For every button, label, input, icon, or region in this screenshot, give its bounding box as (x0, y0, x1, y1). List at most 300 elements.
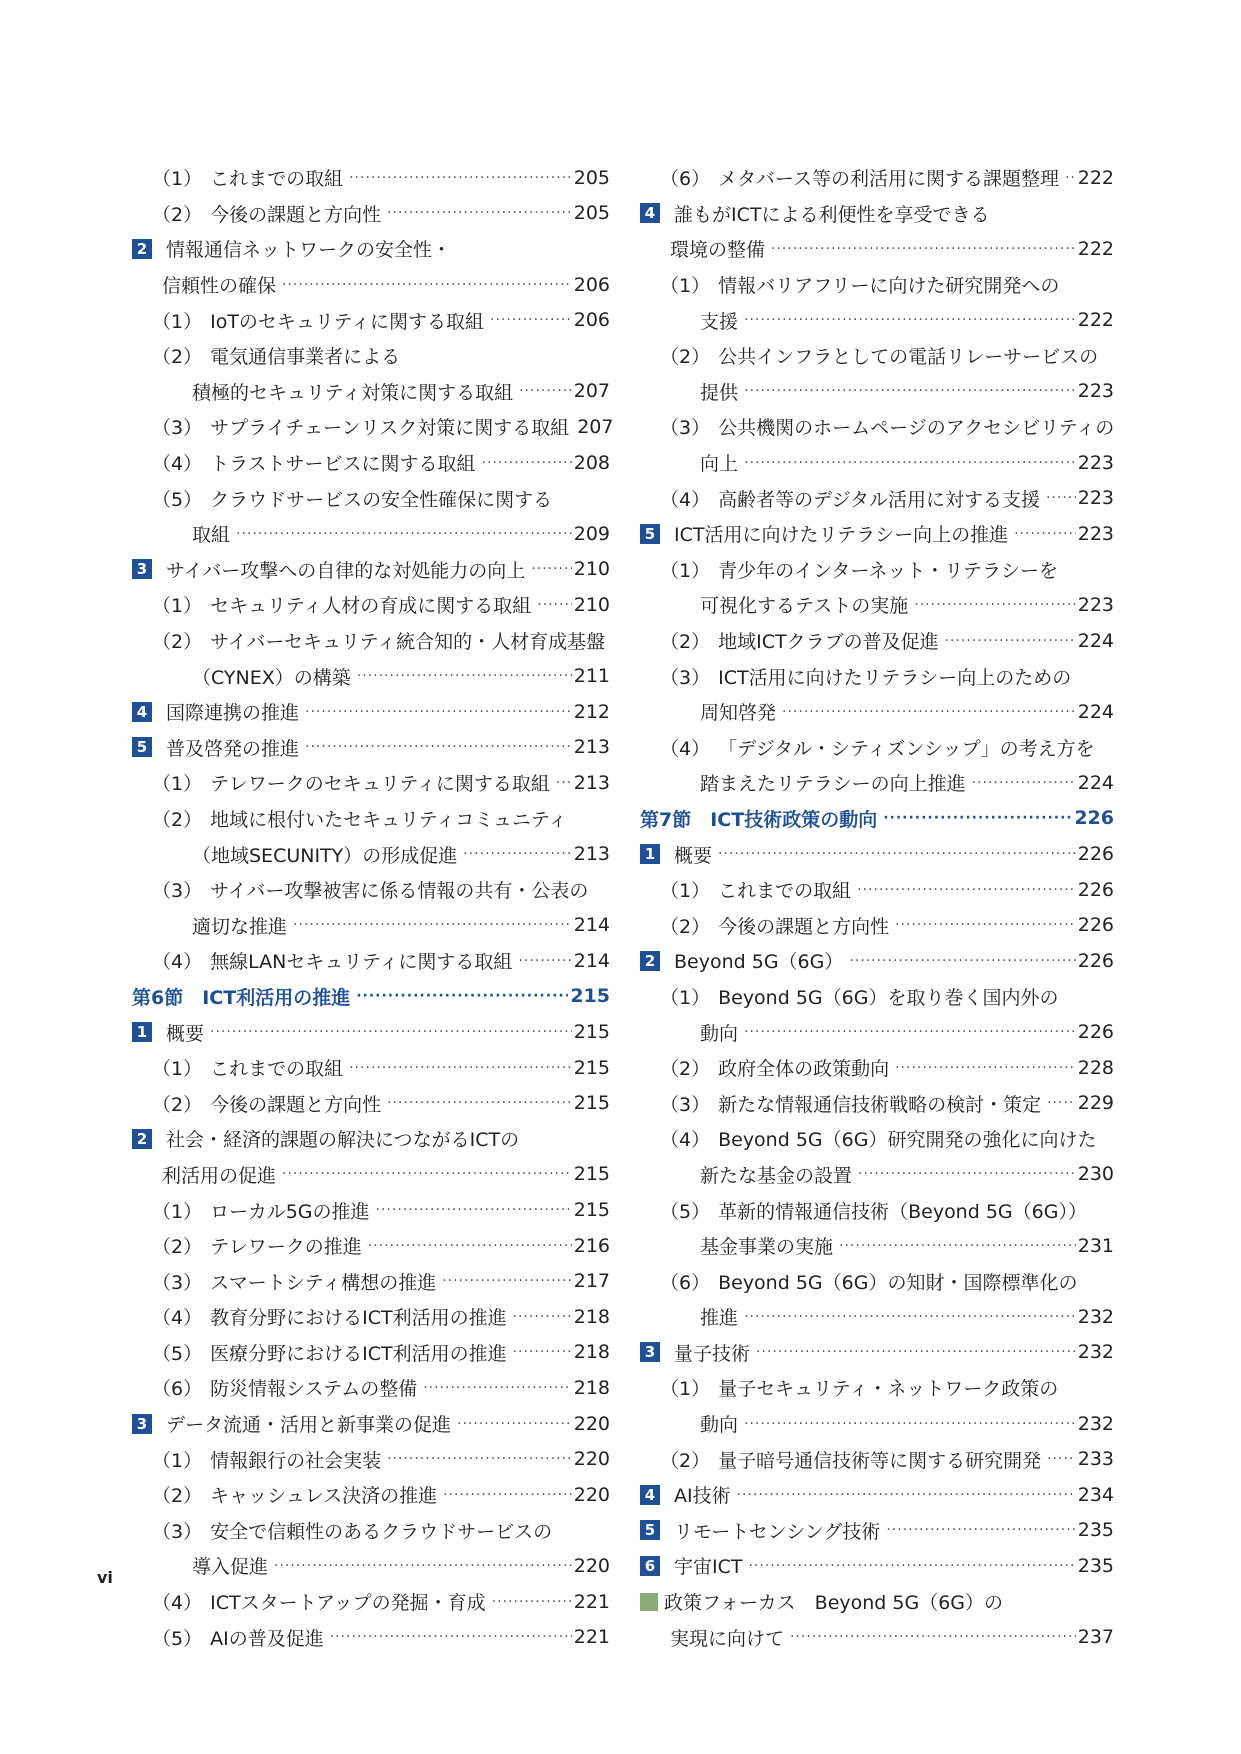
toc-entry-title: IoTのセキュリティに関する取組 (210, 310, 485, 333)
toc-entry[interactable] (132, 694, 610, 730)
dot-leader (349, 1060, 572, 1076)
dot-leader (790, 1629, 1076, 1645)
toc-entry[interactable] (132, 409, 614, 445)
toc-entry-number: （2） (152, 808, 203, 831)
toc-number-badge: 5 (132, 737, 152, 757)
toc-entry[interactable] (132, 1121, 610, 1157)
toc-entry[interactable] (132, 1263, 610, 1299)
toc-entry[interactable] (132, 801, 610, 837)
dot-leader (849, 953, 1075, 969)
toc-entry[interactable] (640, 836, 1114, 872)
dot-leader (442, 1273, 572, 1289)
toc-entry-title: 新たな基金の設置 (700, 1164, 853, 1187)
toc-entry[interactable] (132, 872, 610, 908)
dot-leader (513, 1309, 572, 1325)
toc-page-number: 220 (573, 1483, 610, 1506)
toc-page-number: 220 (573, 1448, 610, 1471)
dot-leader (1014, 526, 1076, 542)
dot-leader (1047, 1451, 1076, 1467)
toc-entry[interactable] (132, 374, 610, 410)
toc-page-number: 214 (573, 914, 610, 937)
toc-entry[interactable] (640, 1477, 1114, 1513)
toc-entry[interactable] (640, 409, 1114, 445)
toc-entry[interactable] (640, 1619, 1114, 1655)
toc-page-number: 215 (573, 1199, 610, 1222)
toc-entry-title: サイバー攻撃への自律的な対処能力の向上 (166, 559, 526, 582)
dot-leader (1046, 490, 1076, 506)
toc-entry-title: 高齢者等のデジタル活用に対する支援 (718, 488, 1040, 511)
toc-entry[interactable] (640, 587, 1114, 623)
toc-entry[interactable] (640, 1441, 1114, 1477)
dot-leader (858, 1166, 1076, 1182)
toc-page-number: 231 (1077, 1234, 1114, 1257)
toc-entry[interactable] (132, 623, 610, 659)
toc-entry-title: （CYNEX）の構築 (192, 666, 351, 689)
toc-entry-title: 動向 (700, 1022, 739, 1045)
toc-entry-number: （2） (152, 1236, 203, 1259)
toc-entry[interactable] (640, 658, 1114, 694)
toc-entry[interactable] (132, 196, 610, 232)
toc-entry-title: テレワークのセキュリティに関する取組 (210, 773, 550, 796)
toc-entry[interactable] (132, 1441, 610, 1477)
dot-leader (744, 455, 1076, 471)
toc-entry-title: 利活用の促進 (162, 1164, 277, 1187)
toc-entry-title: 概要 (166, 1022, 205, 1045)
toc-entry-number: （4） (660, 737, 711, 760)
toc-entry[interactable] (132, 1335, 610, 1371)
toc-entry[interactable] (640, 1085, 1114, 1121)
dot-leader (518, 953, 571, 969)
toc-entry[interactable] (640, 1121, 1114, 1157)
toc-entry[interactable] (640, 267, 1114, 303)
toc-entry-number: （2） (152, 203, 203, 226)
toc-page-number: 220 (573, 1554, 610, 1577)
toc-entry[interactable] (132, 480, 610, 516)
toc-number-badge: 4 (640, 1485, 660, 1505)
toc-entry-title: サプライチェーンリスク対策に関する取組 (210, 417, 570, 440)
toc-entry-title: 今後の課題と方向性 (718, 915, 890, 938)
toc-entry-title: 基金事業の実施 (700, 1236, 834, 1259)
toc-number-badge: 5 (640, 524, 660, 544)
toc-entry-title: ローカル5Gの推進 (210, 1200, 370, 1223)
toc-page-number: 220 (573, 1412, 610, 1435)
toc-entry-number: （1） (660, 1378, 711, 1401)
toc-entry-title: 国際連携の推進 (166, 702, 300, 725)
toc-number-badge: 3 (640, 1342, 660, 1362)
toc-entry-title: これまでの取組 (210, 1058, 344, 1081)
toc-entry[interactable] (640, 196, 1114, 232)
toc-entry[interactable] (640, 907, 1114, 943)
toc-page-number: 223 (1077, 451, 1114, 474)
toc-entry-number: （1） (152, 773, 203, 796)
toc-entry-title: 可視化するテストの実施 (700, 595, 909, 618)
toc-entry[interactable] (640, 623, 1114, 659)
toc-entry-number: （1） (660, 275, 711, 298)
toc-page-number: 226 (1077, 914, 1114, 937)
toc-page-number: 226 (1077, 878, 1114, 901)
toc-page-number: 210 (573, 593, 610, 616)
toc-page-number: 213 (573, 736, 610, 759)
dot-leader (356, 988, 568, 1004)
toc-page-number: 224 (1077, 629, 1114, 652)
toc-entry-title: 実現に向けて (670, 1627, 785, 1650)
toc-entry-title: AIの普及促進 (210, 1627, 324, 1650)
dot-leader (376, 1202, 572, 1218)
toc-entry-number: （3） (660, 666, 711, 689)
toc-entry[interactable] (132, 765, 610, 801)
toc-entry[interactable] (132, 943, 610, 979)
toc-entry[interactable] (132, 658, 610, 694)
toc-entry-number: （1） (660, 986, 711, 1009)
toc-entry[interactable] (640, 1406, 1114, 1442)
dot-leader (945, 633, 1076, 649)
toc-entry[interactable] (640, 1584, 1114, 1620)
dot-leader (895, 917, 1076, 933)
toc-entry[interactable] (640, 374, 1114, 410)
toc-entry-title: 第7節 ICT技術政策の動向 (640, 808, 878, 831)
toc-page-number: 224 (1077, 700, 1114, 723)
toc-entry-title: （地域SECUNITY）の形成促進 (192, 844, 458, 867)
toc-entry-number: （2） (152, 631, 203, 654)
toc-entry-title: 情報銀行の社会実装 (210, 1449, 382, 1472)
toc-page-number: 207 (573, 380, 610, 403)
toc-entry-title: リモートセンシング技術 (674, 1520, 881, 1543)
toc-entry-title: これまでの取組 (718, 880, 852, 903)
toc-section-heading[interactable] (640, 801, 1114, 837)
toc-entry-title: 社会・経済的課題の解決につながるICTの (166, 1129, 520, 1152)
toc-number-badge: 2 (640, 951, 660, 971)
toc-entry-title: 公共機関のホームページのアクセシビリティの (718, 417, 1115, 440)
toc-entry[interactable] (132, 160, 610, 196)
toc-entry[interactable] (640, 552, 1114, 588)
toc-entry-title: 提供 (700, 381, 739, 404)
toc-page-number: 206 (573, 273, 610, 296)
toc-entry-number: （4） (660, 1129, 711, 1152)
dot-leader (349, 170, 572, 186)
toc-entry-number: （5） (152, 488, 203, 511)
dot-leader (305, 739, 572, 755)
toc-section-heading[interactable] (132, 979, 610, 1015)
toc-entry[interactable] (132, 1192, 610, 1228)
toc-entry-title: データ流通・活用と新事業の促進 (166, 1414, 452, 1437)
dot-leader (748, 1558, 1075, 1574)
toc-entry-title: 積極的セキュリティ対策に関する取組 (192, 381, 514, 404)
toc-entry-number: （1） (152, 310, 203, 333)
toc-entry-title: サイバー攻撃被害に係る情報の共有・公表の (210, 880, 589, 903)
dot-leader (236, 526, 572, 542)
toc-entry-number: （3） (660, 1093, 711, 1116)
toc-entry[interactable] (132, 516, 610, 552)
toc-entry-number: （2） (660, 1449, 711, 1472)
toc-page-number: 230 (1077, 1163, 1114, 1186)
toc-entry[interactable] (132, 1014, 610, 1050)
toc-entry-number: （2） (660, 1058, 711, 1081)
toc-page-number: 232 (1077, 1412, 1114, 1435)
dot-leader (330, 1629, 572, 1645)
toc-number-badge: 1 (132, 1022, 152, 1042)
toc-entry[interactable] (640, 1192, 1114, 1228)
toc-entry[interactable] (640, 480, 1114, 516)
toc-entry[interactable] (640, 231, 1114, 267)
toc-entry-title: これまでの取組 (210, 168, 344, 191)
toc-page-number: 223 (1077, 593, 1114, 616)
toc-entry[interactable] (640, 1228, 1114, 1264)
dot-leader (718, 846, 1076, 862)
toc-entry-title: 政府全体の政策動向 (718, 1058, 890, 1081)
toc-entry-title: 革新的情報通信技術（Beyond 5G（6G）） (718, 1200, 1087, 1223)
toc-entry-title: ICT活用に向けたリテラシー向上の推進 (674, 524, 1009, 547)
dot-leader (457, 1416, 572, 1432)
toc-entry[interactable] (132, 1619, 610, 1655)
toc-entry[interactable] (640, 1299, 1114, 1335)
dot-leader (305, 704, 572, 720)
toc-entry-title: 宇宙ICT (674, 1556, 743, 1579)
toc-entry[interactable] (132, 1050, 610, 1086)
toc-page-number: 222 (1077, 166, 1114, 189)
toc-entry[interactable] (132, 1406, 610, 1442)
toc-entry[interactable] (640, 1050, 1114, 1086)
toc-entry-number: （4） (660, 488, 711, 511)
toc-number-badge: 4 (132, 702, 152, 722)
toc-entry[interactable] (640, 1335, 1114, 1371)
toc-page-number: 232 (1077, 1305, 1114, 1328)
toc-entry[interactable] (640, 160, 1114, 196)
toc-entry[interactable] (132, 907, 610, 943)
toc-entry[interactable] (640, 765, 1114, 801)
toc-entry-title: セキュリティ人材の育成に関する取組 (210, 595, 532, 618)
dot-leader (895, 1060, 1076, 1076)
toc-entry[interactable] (640, 730, 1114, 766)
dot-leader (463, 846, 571, 862)
toc-entry-title: スマートシティ構想の推進 (210, 1271, 437, 1294)
toc-entry-number: （1） (152, 1058, 203, 1081)
toc-page-number: 215 (573, 1092, 610, 1115)
dot-leader (744, 1416, 1076, 1432)
toc-page-number: 210 (573, 558, 610, 581)
toc-entry[interactable] (132, 445, 610, 481)
toc-page-number: 226 (1077, 843, 1114, 866)
toc-entry[interactable] (132, 1477, 610, 1513)
toc-entry-title: 取組 (192, 524, 231, 547)
toc-entry-number: （3） (152, 417, 203, 440)
toc-page-number: 229 (1077, 1092, 1114, 1115)
toc-page-number: 208 (573, 451, 610, 474)
toc-page-number: 237 (1077, 1626, 1114, 1649)
toc-entry[interactable] (132, 836, 610, 872)
toc-entry[interactable] (132, 231, 610, 267)
toc-entry-title: 安全で信頼性のあるクラウドサービスの (210, 1520, 553, 1543)
toc-number-badge: 3 (132, 559, 152, 579)
toc-entry-number: （2） (152, 1093, 203, 1116)
dot-leader (744, 1309, 1076, 1325)
toc-page-number: 209 (573, 522, 610, 545)
toc-entry-number: （2） (660, 915, 711, 938)
dot-leader (857, 882, 1076, 898)
toc-entry[interactable] (132, 1584, 610, 1620)
toc-number-badge: 4 (640, 203, 660, 223)
toc-left-column (132, 160, 614, 1655)
toc-entry-number: （1） (152, 595, 203, 618)
toc-entry-title: 動向 (700, 1414, 739, 1437)
toc-page-number: 222 (1077, 237, 1114, 260)
toc-entry[interactable] (132, 587, 610, 623)
toc-page-number: 226 (1077, 1021, 1114, 1044)
toc-entry-title: 公共インフラとしての電話リレーサービスの (718, 346, 1099, 369)
toc-page-number: 221 (573, 1626, 610, 1649)
toc-entry-title: メタバース等の利活用に関する課題整理 (718, 168, 1059, 191)
toc-entry-number: （5） (660, 1200, 711, 1223)
toc-entry[interactable] (640, 1513, 1114, 1549)
dot-leader (443, 1487, 572, 1503)
toc-entry-title: 青少年のインターネット・リテラシーを (718, 559, 1059, 582)
dot-leader (972, 775, 1076, 791)
toc-entry-title: 情報バリアフリーに向けた研究開発への (718, 275, 1060, 298)
toc-entry-title: 支援 (700, 310, 739, 333)
toc-entry-title: トラストサービスに関する取組 (210, 453, 476, 476)
toc-page-number: 235 (1077, 1519, 1114, 1542)
dot-leader (782, 704, 1076, 720)
dot-leader (914, 597, 1075, 613)
toc-page-number: 216 (573, 1234, 610, 1257)
dot-leader (1047, 1095, 1076, 1111)
toc-page-number: 234 (1077, 1483, 1114, 1506)
toc-entry-number: （4） (152, 1592, 203, 1615)
toc-entry-title: 踏まえたリテラシーの向上推進 (700, 773, 966, 796)
toc-entry-title: 無線LANセキュリティに関する取組 (210, 951, 513, 974)
toc-entry[interactable] (132, 1157, 610, 1193)
toc-page-number: 215 (573, 1163, 610, 1186)
toc-page-number: 207 (577, 415, 614, 438)
toc-page-number: 224 (1077, 771, 1114, 794)
dot-leader (274, 1558, 572, 1574)
dot-leader (744, 383, 1076, 399)
dot-leader (839, 1238, 1076, 1254)
toc-entry-number: （1） (660, 880, 711, 903)
focus-square-icon (640, 1593, 658, 1611)
toc-entry[interactable] (132, 1370, 610, 1406)
toc-entry[interactable] (640, 694, 1114, 730)
toc-number-badge: 2 (132, 1129, 152, 1149)
toc-number-badge: 6 (640, 1556, 660, 1576)
toc-entry[interactable] (640, 338, 1114, 374)
dot-leader (737, 1487, 1076, 1503)
toc-entry-title: 普及啓発の推進 (166, 737, 300, 760)
toc-entry-title: 第6節 ICT利活用の推進 (132, 986, 351, 1009)
toc-entry-number: （2） (660, 631, 711, 654)
toc-entry-title: 今後の課題と方向性 (210, 1093, 382, 1116)
toc-entry-title: 新たな情報通信技術戦略の検討・策定 (718, 1093, 1042, 1116)
toc-page-number: 213 (573, 843, 610, 866)
toc-entry-title: サイバーセキュリティ統合知的・人材育成基盤 (210, 631, 606, 654)
dot-leader (357, 668, 572, 684)
toc-entry-title: 「デジタル・シティズンシップ」の考え方を (718, 737, 1095, 760)
toc-entry-title: 向上 (700, 453, 739, 476)
toc-entry-number: （5） (152, 1342, 203, 1365)
toc-entry[interactable] (640, 445, 1114, 481)
toc-entry-number: （1） (152, 1449, 203, 1472)
toc-entry[interactable] (132, 302, 610, 338)
toc-entry[interactable] (640, 1014, 1114, 1050)
toc-entry-title: 地域に根付いたセキュリティコミュニティ (210, 808, 568, 831)
toc-entry[interactable] (132, 1513, 610, 1549)
toc-entry[interactable] (640, 872, 1114, 908)
toc-entry-title: 概要 (674, 844, 713, 867)
toc-number-badge: 3 (132, 1414, 152, 1434)
toc-entry-title: 導入促進 (192, 1556, 269, 1579)
toc-entry-number: （4） (152, 453, 203, 476)
toc-right-column (640, 160, 1114, 1655)
toc-entry[interactable] (640, 1370, 1114, 1406)
toc-entry-title: 医療分野におけるICT利活用の推進 (210, 1342, 507, 1365)
dot-leader (282, 1166, 572, 1182)
toc-entry[interactable] (640, 1263, 1114, 1299)
toc-page-number: 206 (573, 309, 610, 332)
toc-entry-title: AI技術 (674, 1485, 731, 1508)
toc-entry-number: （2） (152, 1485, 203, 1508)
toc-page-number: 232 (1077, 1341, 1114, 1364)
toc-entry[interactable] (132, 1299, 610, 1335)
toc-entry[interactable] (640, 516, 1114, 552)
toc-entry[interactable] (640, 302, 1114, 338)
toc-page-number: 218 (573, 1376, 610, 1399)
toc-entry-title: 周知啓発 (700, 702, 777, 725)
toc-entry[interactable] (132, 552, 610, 588)
toc-entry[interactable] (132, 730, 610, 766)
dot-leader (531, 561, 571, 577)
toc-entry-title: 信頼性の確保 (162, 275, 277, 298)
toc-entry-title: Beyond 5G（6G） (674, 951, 844, 974)
toc-entry-number: （4） (152, 951, 203, 974)
toc-entry-title: 地域ICTクラブの普及促進 (718, 631, 939, 654)
toc-entry-number: （5） (152, 1627, 203, 1650)
toc-entry[interactable] (132, 1085, 610, 1121)
toc-entry[interactable] (132, 338, 610, 374)
toc-entry-title: 誰もがICTによる利便性を享受できる (674, 203, 990, 226)
toc-page-number: 222 (1077, 309, 1114, 332)
toc-number-badge: 5 (640, 1520, 660, 1540)
dot-leader (771, 241, 1076, 257)
toc-page-number: 212 (573, 700, 610, 723)
dot-leader (883, 810, 1072, 826)
toc-page-number: 223 (1077, 522, 1114, 545)
toc-entry[interactable] (132, 1548, 610, 1584)
toc-entry-title: 今後の課題と方向性 (210, 203, 382, 226)
toc-entry[interactable] (132, 267, 610, 303)
dot-leader (1065, 170, 1076, 186)
toc-entry-number: （3） (152, 1271, 203, 1294)
toc-entry[interactable] (640, 1548, 1114, 1584)
toc-entry-title: 量子技術 (674, 1342, 751, 1365)
toc-entry[interactable] (640, 943, 1114, 979)
toc-entry-title: Beyond 5G（6G）研究開発の強化に向けた (718, 1129, 1097, 1152)
toc-page-number: 215 (573, 1056, 610, 1079)
page-number: vi (97, 1568, 113, 1587)
dot-leader (423, 1380, 572, 1396)
toc-page-number: 223 (1077, 380, 1114, 403)
toc-entry[interactable] (640, 979, 1114, 1015)
toc-entry[interactable] (640, 1157, 1114, 1193)
toc-entry-title: 量子暗号通信技術等に関する研究開発 (718, 1449, 1042, 1472)
dot-leader (537, 597, 572, 613)
toc-entry-title: 政策フォーカス Beyond 5G（6G）の (664, 1592, 1004, 1615)
dot-leader (556, 775, 572, 791)
toc-entry-title: テレワークの推進 (210, 1236, 362, 1259)
toc-entry[interactable] (132, 1228, 610, 1264)
toc-entry-number: （6） (660, 1271, 711, 1294)
toc-number-badge: 1 (640, 844, 660, 864)
toc-page-number: 215 (570, 985, 610, 1008)
dot-leader (293, 917, 572, 933)
